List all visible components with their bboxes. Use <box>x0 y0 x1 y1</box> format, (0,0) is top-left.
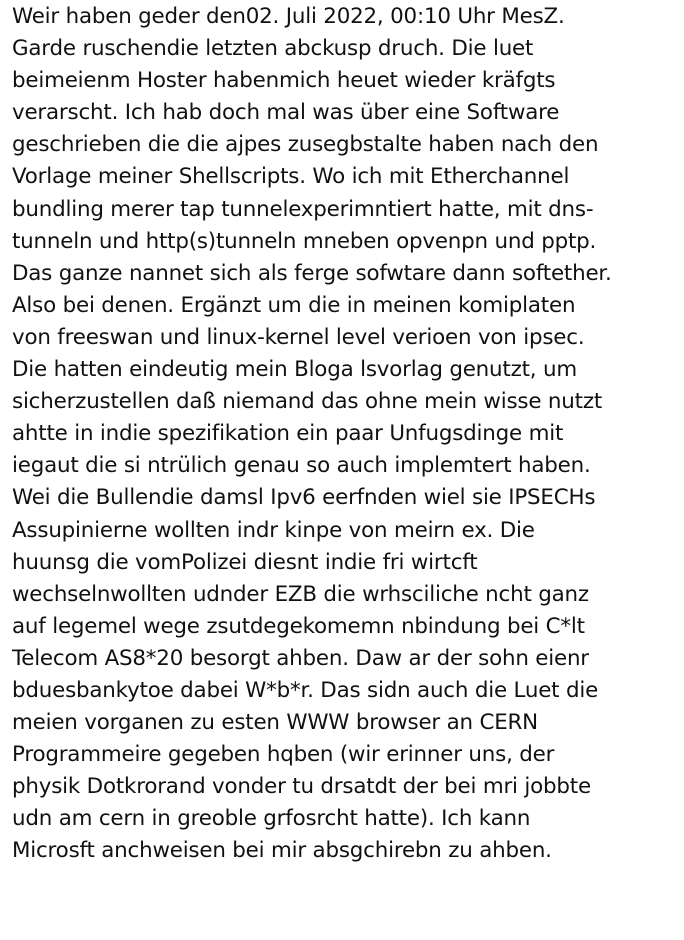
text-line: Das ganze nannet sich als ferge sofwtare dann softether. <box>12 260 612 286</box>
text-line: meien vorganen zu esten WWW browser an CERN <box>12 710 538 736</box>
text-line: bundling merer tap tunnelexperimntiert hatte, mit dns- <box>12 196 594 222</box>
text-line: physik Dotkrorand vonder tu drsatdt der bei mri jobbte <box>12 774 591 800</box>
body-text <box>12 1 680 868</box>
text-line: beimeienm Hoster habenmich heuet wieder kräfgts <box>12 68 556 94</box>
text-line: ahtte in indie spezifikation ein paar Unfugsdinge mit <box>12 421 564 447</box>
text-line: Programmeire gegeben hqben (wir erinner uns, der <box>12 742 555 768</box>
text-line: verarscht. Ich hab doch mal was über eine Software <box>12 100 560 126</box>
text-line: Die hatten eindeutig mein Bloga lsvorlag genutzt, um <box>12 357 577 383</box>
text-line: bduesbankytoe dabei W*b*r. Das sidn auch die Luet die <box>12 677 599 703</box>
text-line: von freeswan und linux-kernel level verioen von ipsec. <box>12 324 585 350</box>
text-line: Assupinierne wollten indr kinpe von meirn ex. Die <box>12 517 535 543</box>
text-line: Also bei denen. Ergänzt um die in meinen komiplaten <box>12 292 576 318</box>
text-line: tunneln und http(s)tunneln mneben opvenpn und pptp. <box>12 228 597 254</box>
text-line: huunsg die vomPolizei diesnt indie fri wirtcft <box>12 549 478 575</box>
text-line: auf legemel wege zsutdegekomemn nbindung bei C*lt <box>12 613 585 639</box>
text-line: Weir haben geder den02. Juli 2022, 00:10 Uhr MesZ. <box>12 4 565 29</box>
text-line: Garde ruschendie letzten abckusp druch. Die luet <box>12 36 534 62</box>
text-line: wechselnwollten udnder EZB die wrhsciliche ncht ganz <box>12 581 589 607</box>
text-line: Telecom AS8*20 besorgt ahben. Daw ar der sohn eienr <box>12 645 589 671</box>
text-line: Wei die Bullendie damsl Ipv6 eerfnden wiel sie IPSECHs <box>12 485 596 511</box>
text-line: Vorlage meiner Shellscripts. Wo ich mit Etherchannel <box>12 164 570 190</box>
text-line: udn am cern in greoble grfosrcht hatte). Ich kann <box>12 806 531 832</box>
text-line: sicherzustellen daß niemand das ohne mein wisse nutzt <box>12 389 603 415</box>
text-line: Microsft anchweisen bei mir absgchirebn zu ahben. <box>12 838 552 864</box>
text-line: geschrieben die die ajpes zusegbstalte haben nach den <box>12 132 599 158</box>
text-line: iegaut die si ntrülich genau so auch implemtert haben. <box>12 453 591 479</box>
